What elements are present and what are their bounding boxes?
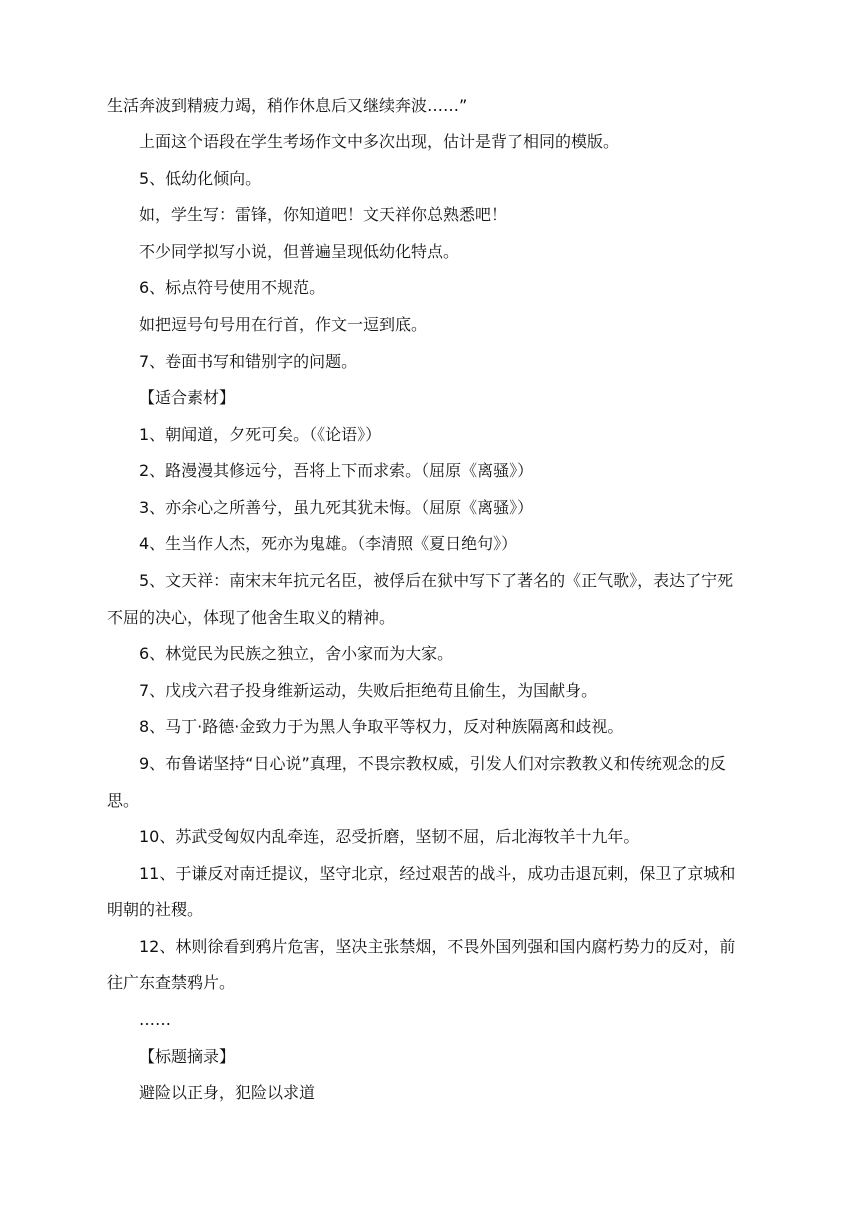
text-line: 如把逗号句号用在行首，作文一逗到底。 xyxy=(139,315,428,334)
list-heading: 7、卷面书写和错别字的问题。 xyxy=(139,352,358,371)
list-heading: 6、标点符号使用不规范。 xyxy=(139,278,326,297)
list-item: 4、生当作人杰，死亦为鬼雄。（李清照《夏日绝句》） xyxy=(139,534,518,553)
list-item-continuation: 不屈的决心，体现了他舍生取义的精神。 xyxy=(107,608,396,627)
list-item: 9、布鲁诺坚持“日心说”真理，不畏宗教权威，引发人们对宗教教义和传统观念的反 xyxy=(139,754,726,773)
list-item-continuation: 往广东查禁鸦片。 xyxy=(107,973,236,992)
list-item-continuation: 思。 xyxy=(107,791,140,810)
list-item-continuation: 明朝的社稷。 xyxy=(107,900,204,919)
list-item: 10、苏武受匈奴内乱牵连，忍受折磨，坚韧不屈，后北海牧羊十九年。 xyxy=(139,827,640,846)
text-line: 生活奔波到精疲力竭，稍作休息后又继续奔波……” xyxy=(107,96,468,115)
list-heading: 5、低幼化倾向。 xyxy=(139,169,262,188)
list-item: 6、林觉民为民族之独立，舍小家而为大家。 xyxy=(139,644,454,663)
text-line: 上面这个语段在学生考场作文中多次出现，估计是背了相同的模版。 xyxy=(139,132,620,151)
list-item: 7、戊戌六君子投身维新运动，失败后拒绝苟且偷生，为国献身。 xyxy=(139,681,598,700)
text-line: 如，学生写：雷锋，你知道吧！文天祥你总熟悉吧！ xyxy=(139,205,508,224)
ellipsis: …… xyxy=(139,1010,171,1029)
list-item: 11、于谦反对南迁提议，坚守北京，经过艰苦的战斗，成功击退瓦剌，保卫了京城和 xyxy=(139,864,736,883)
section-heading: 【标题摘录】 xyxy=(139,1047,236,1066)
text-line: 避险以正身，犯险以求道 xyxy=(139,1083,316,1102)
text-line: 不少同学拟写小说，但普遍呈现低幼化特点。 xyxy=(139,242,460,261)
list-item: 12、林则徐看到鸦片危害，坚决主张禁烟，不畏外国列强和国内腐朽势力的反对，前 xyxy=(139,937,736,956)
list-item: 8、马丁·路德·金致力于为黑人争取平等权力，反对种族隔离和歧视。 xyxy=(139,717,624,736)
list-item: 5、文天祥：南宋末年抗元名臣，被俘后在狱中写下了著名的《正气歌》，表达了宁死 xyxy=(139,571,734,590)
list-item: 1、朝闻道，夕死可矣。（《论语》） xyxy=(139,425,382,444)
section-heading: 【适合素材】 xyxy=(139,388,236,407)
list-item: 2、路漫漫其修远兮，吾将上下而求索。（屈原《离骚》） xyxy=(139,461,534,480)
list-item: 3、亦余心之所善兮，虽九死其犹未悔。（屈原《离骚》） xyxy=(139,498,534,517)
